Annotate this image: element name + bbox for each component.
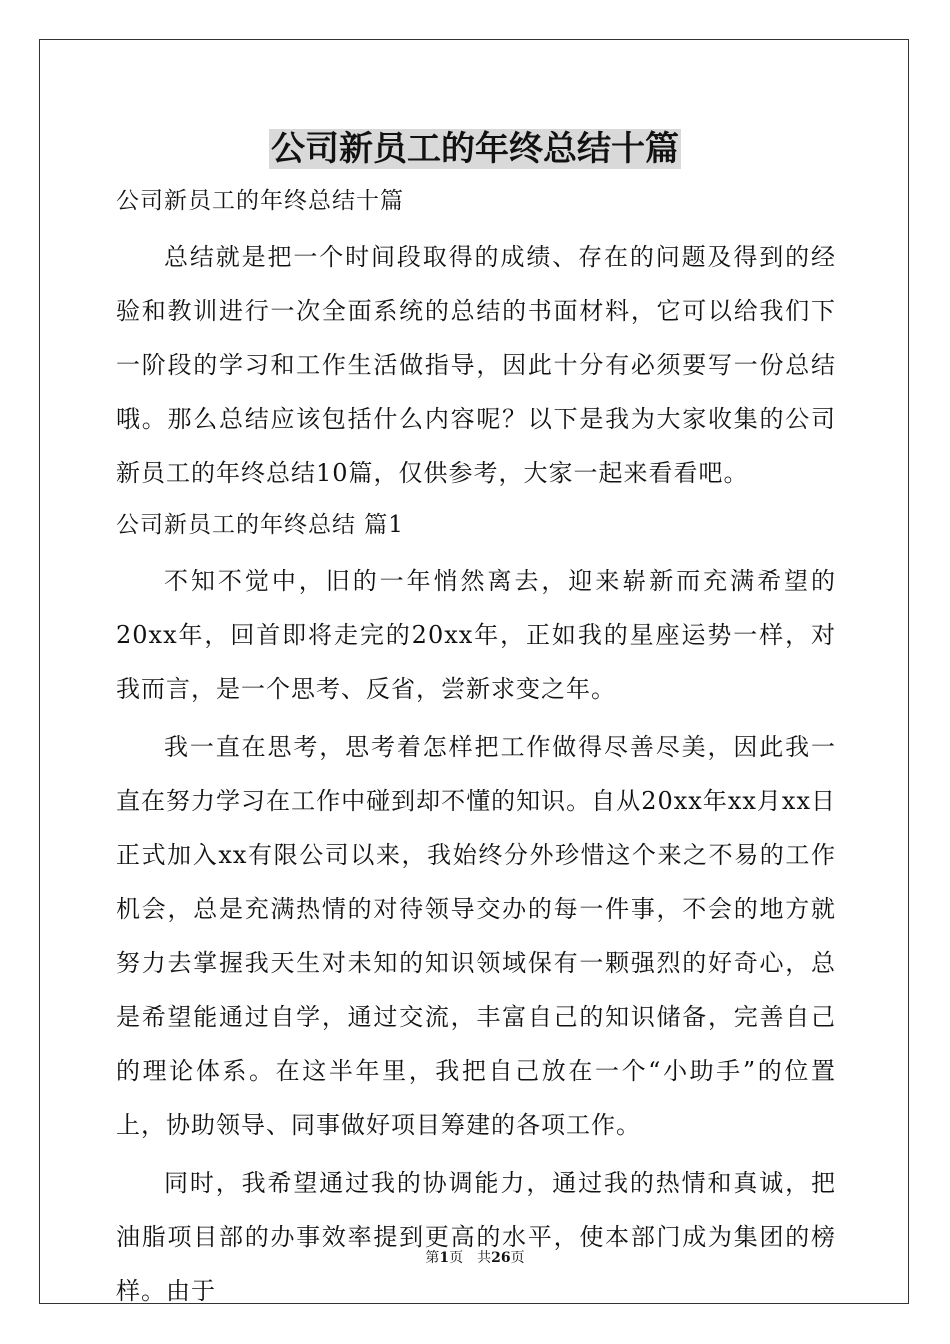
body-paragraph-3: 同时，我希望通过我的协调能力，通过我的热情和真诚，把油脂项目部的办事效率提到更高的水平，使本部门成为集团的榜样。由于 xyxy=(116,1169,836,1305)
document-subtitle: 公司新员工的年终总结十篇 xyxy=(116,188,404,214)
document-body xyxy=(116,176,836,1318)
page-footer xyxy=(0,1248,950,1268)
section-heading-1: 公司新员工的年终总结 篇1 xyxy=(116,512,404,538)
document-title xyxy=(0,126,950,172)
footer-total-suffix: 页 xyxy=(510,1250,525,1266)
footer-page-suffix: 页 xyxy=(449,1250,464,1266)
footer-total-prefix: 共 xyxy=(477,1250,492,1266)
footer-page-total: 26 xyxy=(491,1250,511,1266)
intro-paragraph: 总结就是把一个时间段取得的成绩、存在的问题及得到的经验和教训进行一次全面系统的总结的书面材料，它可以给我们下一阶段的学习和工作生活做指导，因此十分有必须要写一份总结哦。那么总结应该包括什么内容呢？以下是我为大家收集的公司新员工的年终总结10篇，仅供参考，大家一起来看看吧。 xyxy=(116,243,836,487)
document-title-text: 公司新员工的年终总结十篇 xyxy=(271,129,679,169)
body-paragraph-1: 不知不觉中，旧的一年悄然离去，迎来崭新而充满希望的20xx年，回首即将走完的20xx年，正如我的星座运势一样，对我而言，是一个思考、反省，尝新求变之年。 xyxy=(116,567,836,703)
body-paragraph-2: 我一直在思考，思考着怎样把工作做得尽善尽美，因此我一直在努力学习在工作中碰到却不懂的知识。自从20xx年xx月xx日正式加入xx有限公司以来，我始终分外珍惜这个来之不易的工作机会，总是充满热情的对待领导交办的每一件事，不会的地方就努力去掌握我天生对未知的知识领域保有一颗强烈的好奇心，总是希望能通过自学，通过交流，丰富自己的知识储备，完善自己的理论体系。在这半年里，我把自己放在一个“小助手”的位置上，协助领导、同事做好项目筹建的各项工作。 xyxy=(116,733,836,1139)
footer-page-prefix: 第 xyxy=(425,1250,440,1266)
footer-page-current: 1 xyxy=(439,1250,450,1266)
